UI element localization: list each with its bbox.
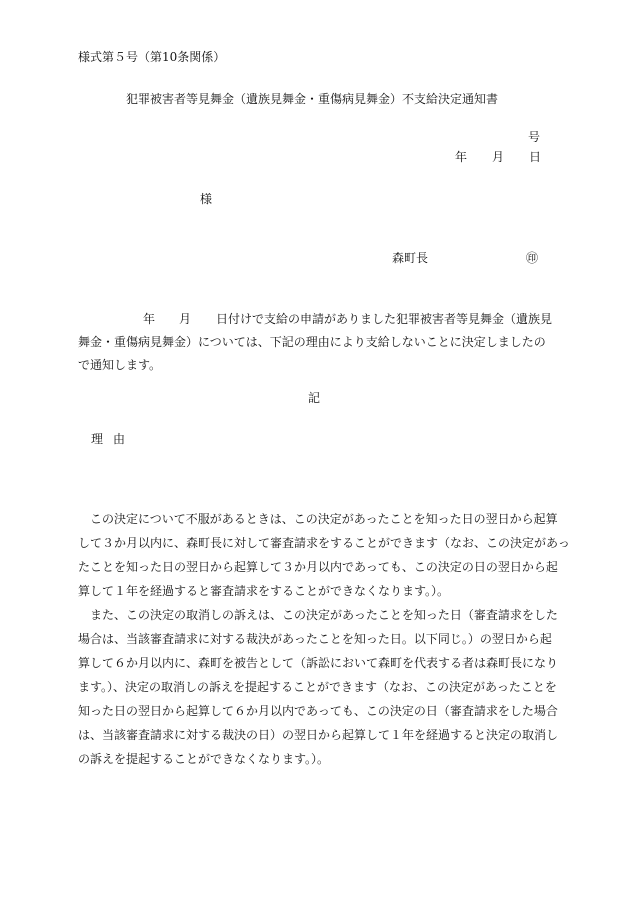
notice-line: 知った日の翌日から起算して６か月以内であっても、この決定の日（審査請求をした場合 [78, 704, 558, 718]
notice-line: して３か月以内に、森町長に対して審査請求をすることができます（なお、この決定があっ [78, 536, 570, 550]
date-day-label: 日 [529, 150, 542, 164]
ki-heading: 記 [308, 391, 321, 405]
seal-mark: ㊞ [526, 251, 539, 265]
body-line-2: 舞金・重傷病見舞金）については、下記の理由により支給しないことに決定しましたの [78, 335, 546, 349]
document-number-suffix: 号 [528, 130, 541, 144]
form-number: 様式第５号（第10条関係） [78, 50, 226, 64]
notice-line: 場合は、当該審査請求に対する裁決があったことを知った日。以下同じ。）の翌日から起 [78, 632, 552, 646]
notice-line: 算して１年を経過すると審査請求をすることができなくなります。）。 [78, 584, 450, 598]
notice-line: は、当該審査請求に対する裁決の日）の翌日から起算して１年を経過すると決定の取消し [78, 728, 559, 742]
reason-label: 理由 [91, 432, 136, 446]
notice-line: 算して６か月以内に、森町を被告として（訴訟において森町を代表する者は森町長になり [78, 656, 559, 670]
date-year-label: 年 [455, 150, 468, 164]
notice-line: また、この決定の取消しの訴えは、この決定があったことを知った日（審査請求をした [78, 608, 558, 622]
date-month-label: 月 [492, 150, 505, 164]
appeal-notice [78, 512, 570, 777]
body-line-1 [78, 308, 558, 331]
notice-line: の訴えを提起することができなくなります。）。 [78, 752, 330, 766]
body-line-3: で通知します。 [78, 358, 162, 372]
notice-line: たことを知った日の翌日から起算して３か月以内であっても、この決定の日の翌日から起 [78, 560, 558, 574]
document-title: 犯罪被害者等見舞金（遺族見舞金・重傷病見舞金）不支給決定通知書 [126, 92, 499, 106]
body-month-label: 月 [179, 312, 192, 326]
sender-title: 森町長 [392, 251, 429, 265]
notice-line: この決定について不服があるときは、この決定があったことを知った日の翌日から起算 [78, 512, 558, 526]
body-paragraph [78, 308, 558, 377]
addressee-suffix: 様 [200, 192, 213, 206]
body-line-1-text: 日付けで支給の申請がありました犯罪被害者等見舞金（遺族見 [216, 312, 553, 326]
body-year-label: 年 [143, 312, 156, 326]
notice-line: ます。）、決定の取消しの訴えを提起することができます（なお、この決定があったことを [78, 680, 557, 694]
